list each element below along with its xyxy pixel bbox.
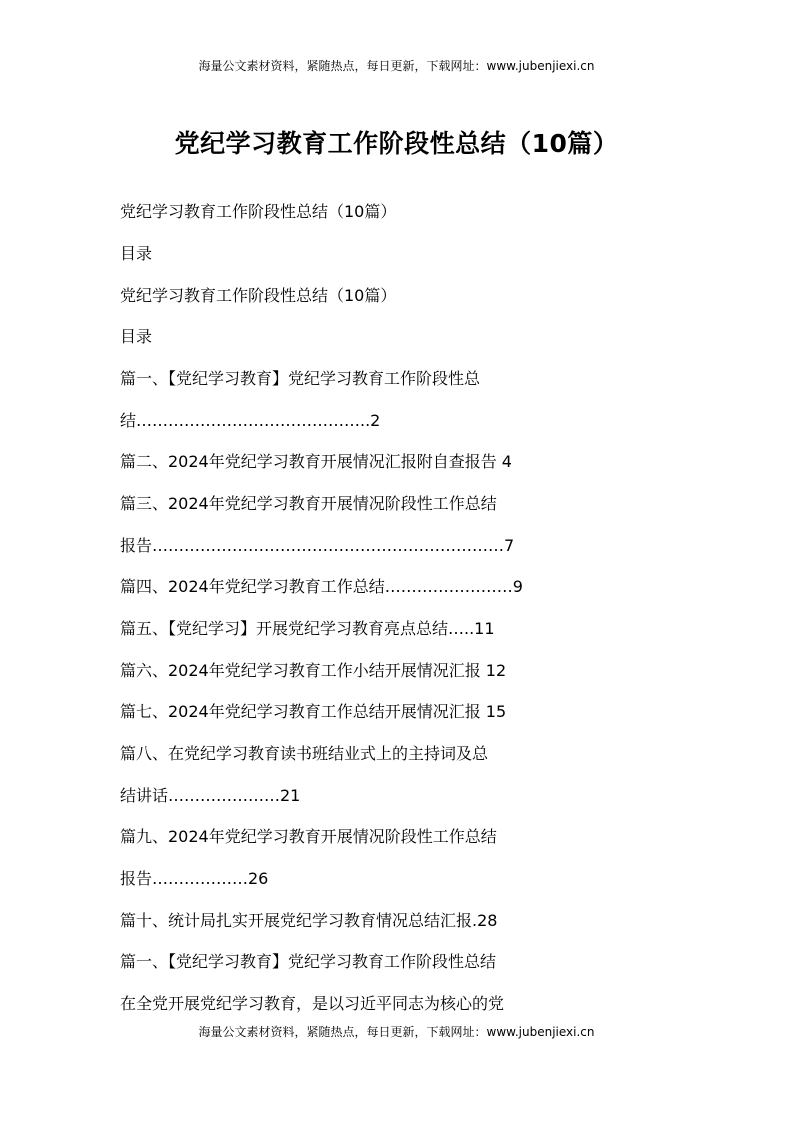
toc-entry: 结讲话…………………21 [120, 786, 301, 805]
body-line: 目录 [120, 244, 153, 263]
toc-entry: 篇八、在党纪学习教育读书班结业式上的主持词及总 [120, 744, 489, 763]
section-heading: 篇一、【党纪学习教育】党纪学习教育工作阶段性总结 [120, 952, 497, 971]
header-text: 海量公文素材资料，紧随热点，每日更新，下载网址： [198, 59, 487, 73]
toc-entry: 结……………………………………..2 [120, 411, 381, 430]
footer-url-link[interactable]: www.jubenjiexi.cn [486, 1025, 595, 1039]
page-footer [0, 1024, 793, 1040]
toc-entry: 篇三、2024年党纪学习教育开展情况阶段性工作总结 [120, 494, 497, 513]
toc-entry: 篇二、2024年党纪学习教育开展情况汇报附自查报告 4 [120, 452, 512, 471]
toc-entry: 篇四、2024年党纪学习教育工作总结……………………9 [120, 577, 523, 596]
toc-entry: 报告………………26 [120, 869, 269, 888]
body-line: 在全党开展党纪学习教育，是以习近平同志为核心的党 [120, 994, 505, 1013]
document-title: 党纪学习教育工作阶段性总结（10篇） [174, 129, 619, 158]
body-line: 党纪学习教育工作阶段性总结（10篇） [120, 286, 397, 305]
footer-text: 海量公文素材资料，紧随热点，每日更新，下载网址： [198, 1025, 487, 1039]
header-url-link[interactable]: www.jubenjiexi.cn [486, 59, 595, 73]
toc-entry: 篇七、2024年党纪学习教育工作总结开展情况汇报 15 [120, 702, 507, 721]
toc-entry: 报告…………………………………………………………7 [120, 536, 515, 555]
toc-entry: 篇一、【党纪学习教育】党纪学习教育工作阶段性总 [120, 369, 481, 388]
body-line: 目录 [120, 327, 153, 346]
toc-entry: 篇五、【党纪学习】开展党纪学习教育亮点总结…..11 [120, 619, 495, 638]
body-line: 党纪学习教育工作阶段性总结（10篇） [120, 202, 397, 221]
toc-entry: 篇六、2024年党纪学习教育工作小结开展情况汇报 12 [120, 661, 507, 680]
toc-entry: 篇十、统计局扎实开展党纪学习教育情况总结汇报.28 [120, 911, 498, 930]
page-header [0, 58, 793, 74]
toc-entry: 篇九、2024年党纪学习教育开展情况阶段性工作总结 [120, 827, 497, 846]
